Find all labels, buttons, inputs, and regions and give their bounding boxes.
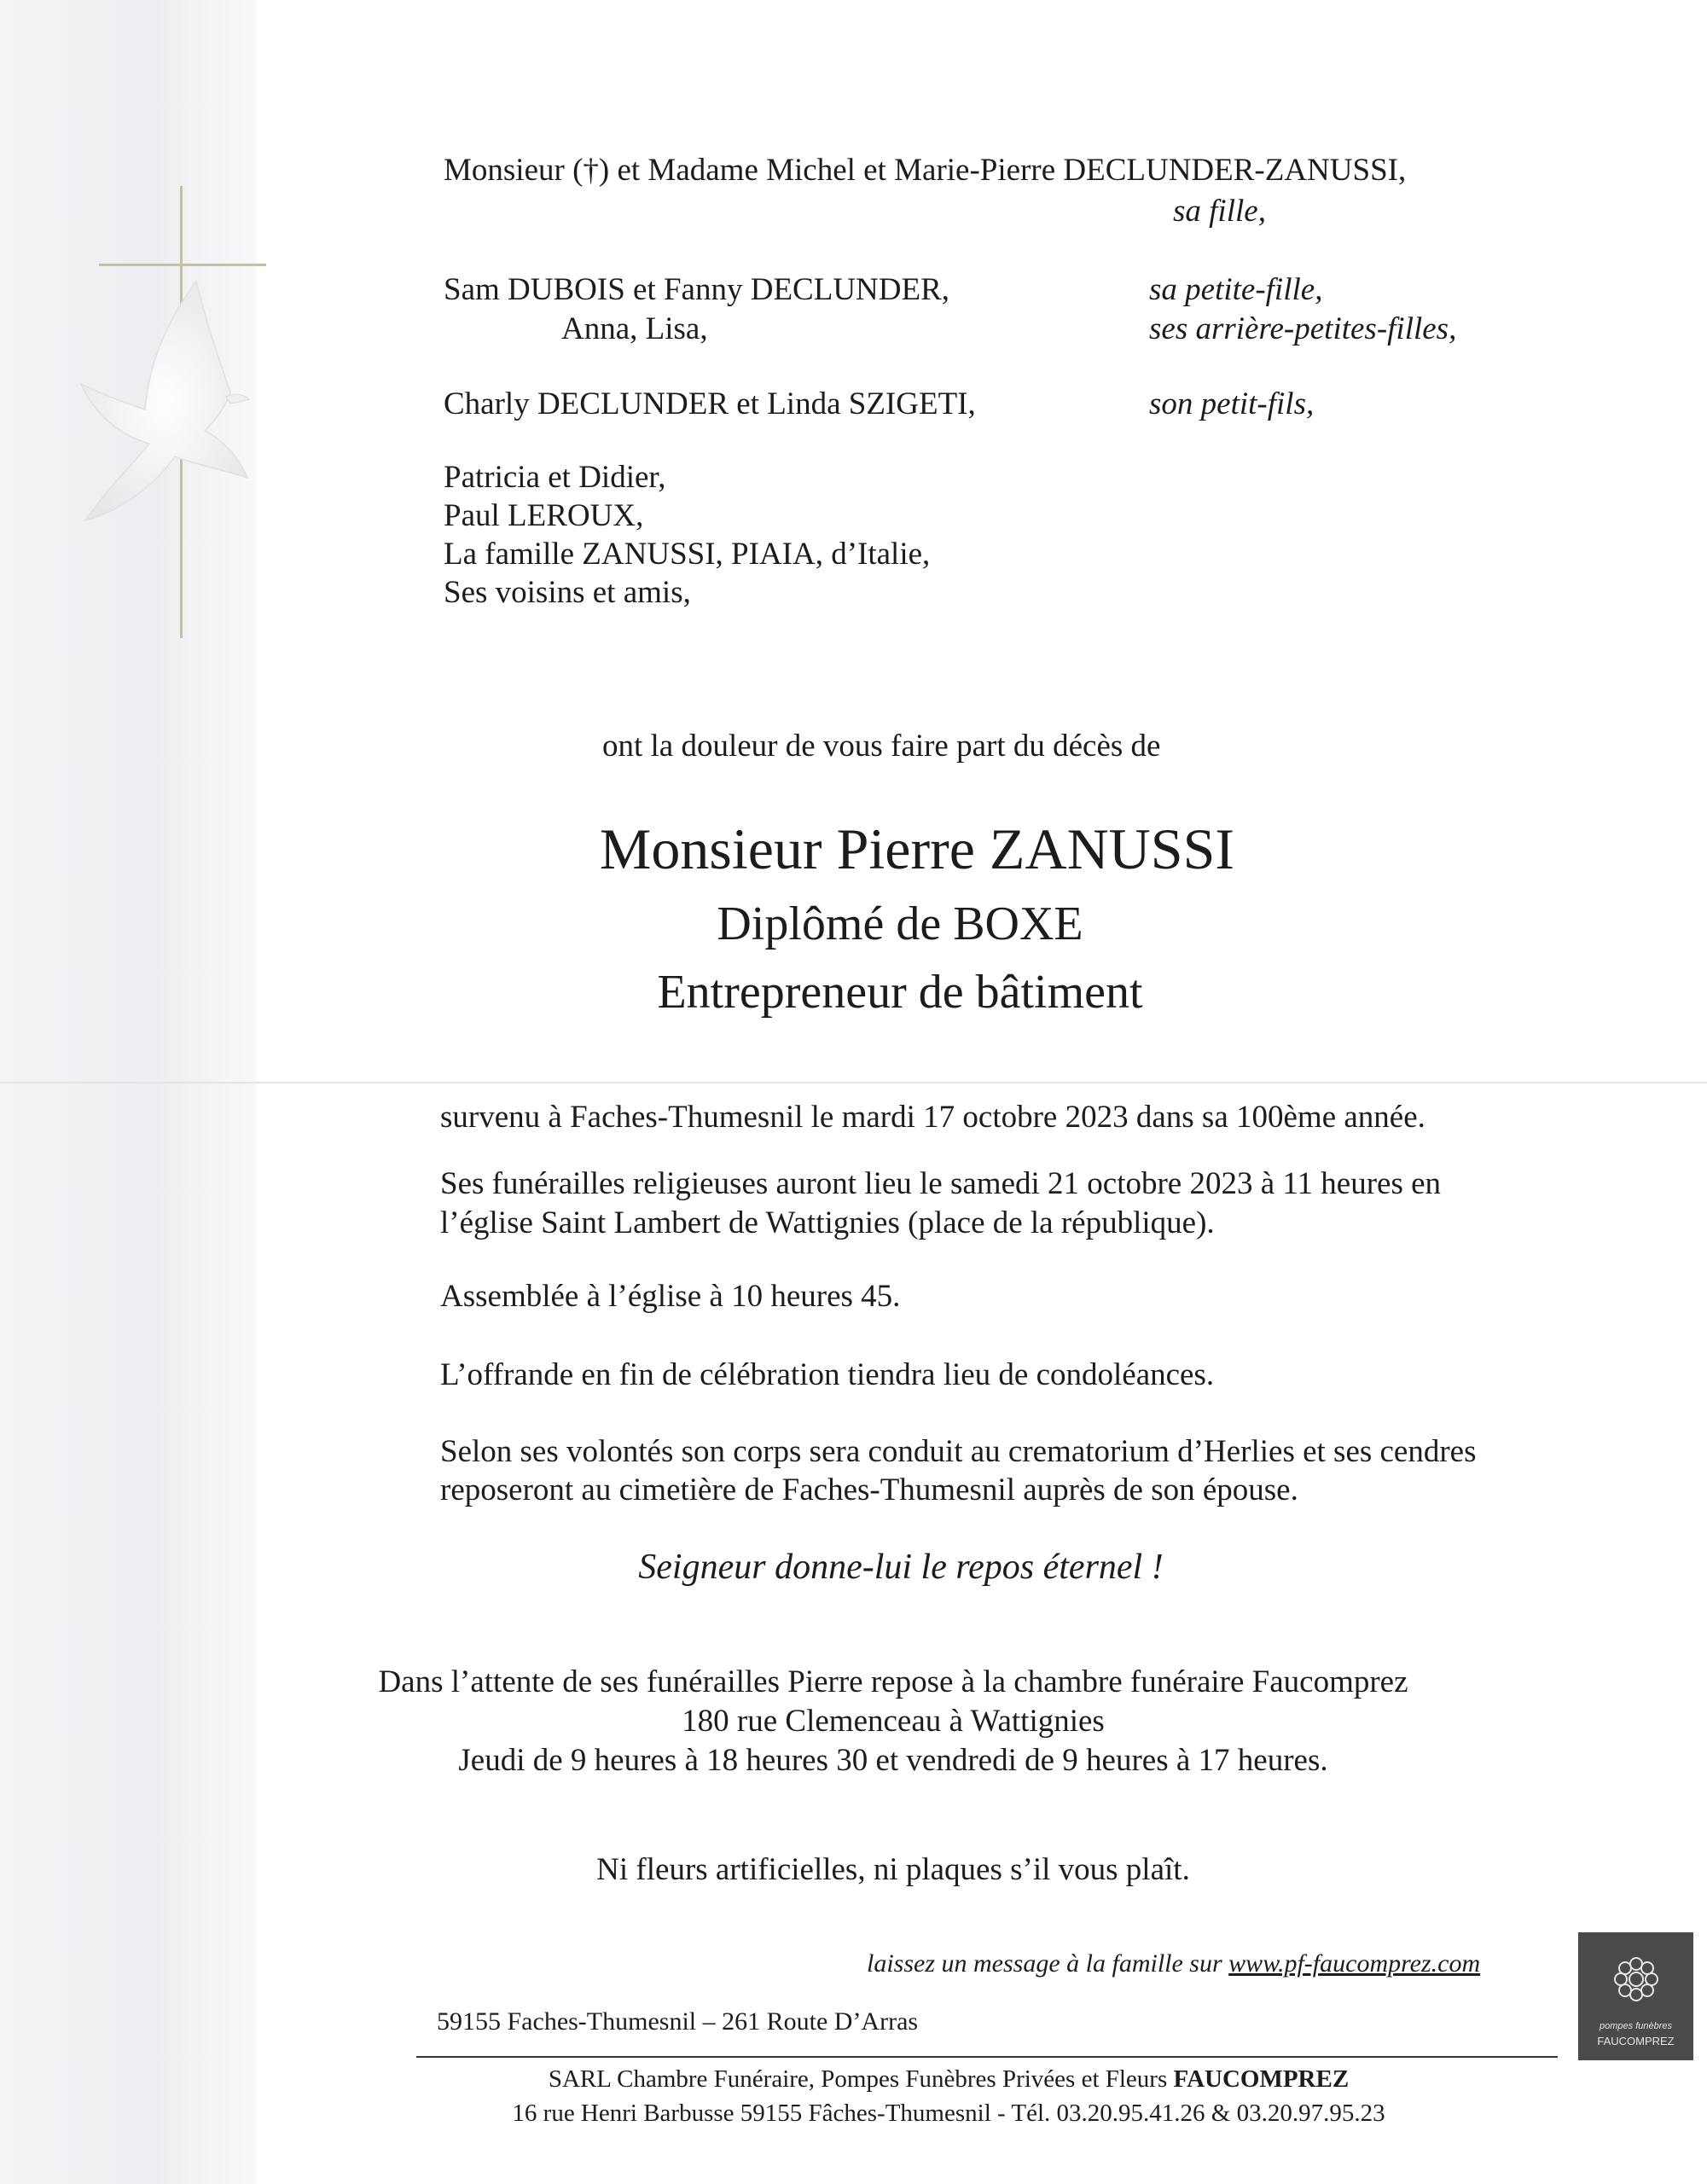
- rest-line2: 180 rue Clemenceau à Wattignies: [682, 1704, 1105, 1739]
- footer-brand: FAUCOMPREZ: [1173, 2065, 1350, 2093]
- family-line-grandson: Charly DECLUNDER et Linda SZIGETI,: [444, 386, 976, 421]
- family-other-4: Ses voisins et amis,: [444, 575, 691, 610]
- dove-icon: [68, 264, 282, 555]
- family-line-granddaughter: Sam DUBOIS et Fanny DECLUNDER,: [444, 272, 950, 307]
- rest-line1: Dans l’attente de ses funérailles Pierre repose à la chambre funéraire Faucomprez: [378, 1664, 1408, 1699]
- relation-grandson: son petit-fils,: [1149, 386, 1315, 421]
- family-other-2: Paul LEROUX,: [444, 498, 644, 533]
- funeral-details-line1: Ses funérailles religieuses auront lieu le samedi 21 octobre 2023 à 11 heures en: [440, 1166, 1442, 1201]
- footer-divider: [416, 2056, 1558, 2058]
- cremation-details-line1: Selon ses volontés son corps sera conduit au crematorium d’Herlies et ses cendres: [440, 1434, 1477, 1469]
- deceased-name: Monsieur Pierre ZANUSSI: [599, 816, 1235, 881]
- flower-logo-icon: [1608, 1951, 1664, 2007]
- deceased-title-profession: Entrepreneur de bâtiment: [657, 966, 1143, 1019]
- funeral-details-line2: l’église Saint Lambert de Wattignies (place de la république).: [440, 1205, 1215, 1240]
- cremation-details-line2: reposeront au cimetière de Faches-Thumesnil auprès de son épouse.: [440, 1472, 1298, 1507]
- family-line-great-granddaughters: Anna, Lisa,: [561, 311, 708, 346]
- deceased-title-boxing: Diplômé de BOXE: [717, 897, 1083, 950]
- offering-details: L’offrande en fin de célébration tiendra lieu de condoléances.: [440, 1357, 1215, 1392]
- address-line: 59155 Faches-Thumesnil – 261 Route D’Arras: [437, 2007, 919, 2036]
- website-link[interactable]: www.pf-faucomprez.com: [1228, 1949, 1481, 1978]
- footer-company-prefix: SARL Chambre Funéraire, Pompes Funèbres Privées et Fleurs: [548, 2065, 1168, 2093]
- flowers-notice: Ni fleurs artificielles, ni plaques s’il vous plaît.: [596, 1852, 1190, 1887]
- family-other-1: Patricia et Didier,: [444, 460, 666, 495]
- relation-granddaughter: sa petite-fille,: [1149, 272, 1323, 307]
- family-line-daughter: Monsieur (†) et Madame Michel et Marie-Pierre DECLUNDER-ZANUSSI,: [444, 153, 1407, 188]
- footer-company: [549, 2065, 1349, 2094]
- message-text: laissez un message à la famille sur: [867, 1949, 1222, 1978]
- assembly-details: Assemblée à l’église à 10 heures 45.: [440, 1279, 901, 1314]
- message-prompt: [867, 1949, 1480, 1979]
- relation-great-granddaughters: ses arrière-petites-filles,: [1149, 311, 1457, 346]
- faucomprez-logo: [1578, 1932, 1693, 2060]
- logo-subtitle: pompes funèbres: [1600, 2021, 1672, 2031]
- prayer-text: Seigneur donne-lui le repos éternel !: [638, 1548, 1164, 1587]
- footer-contact: 16 rue Henri Barbusse 59155 Fâches-Thumesnil - Tél. 03.20.95.41.26 & 03.20.97.95.23: [512, 2100, 1385, 2127]
- death-details: survenu à Faches-Thumesnil le mardi 17 octobre 2023 dans sa 100ème année.: [440, 1100, 1425, 1135]
- fold-line: [0, 1082, 1707, 1083]
- family-other-3: La famille ZANUSSI, PIAIA, d’Italie,: [444, 537, 931, 572]
- relation-daughter: sa fille,: [1173, 194, 1266, 229]
- rest-line3: Jeudi de 9 heures à 18 heures 30 et vendredi de 9 heures à 17 heures.: [458, 1743, 1328, 1778]
- announcement-text: ont la douleur de vous faire part du décès de: [602, 729, 1161, 764]
- logo-name: FAUCOMPREZ: [1597, 2035, 1675, 2048]
